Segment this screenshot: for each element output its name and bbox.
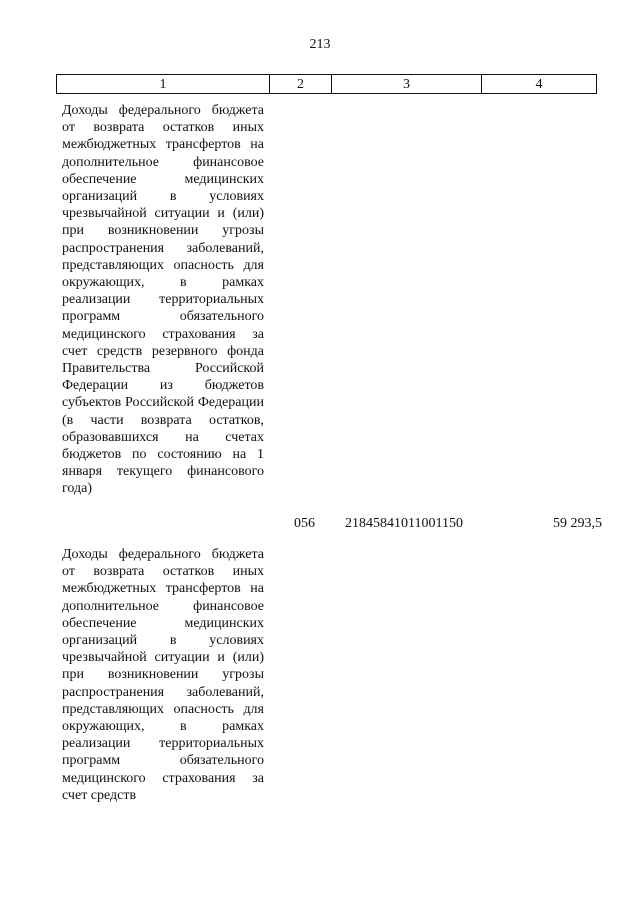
revenue-name: Доходы федерального бюджета от возврата остатков иных межбюджетных трансфертов на дополнительное финансовое обеспечение медицинских организаций в условиях чрезвычайной ситуации и (или) при возникновении угрозы распространения заболеваний, представляющих опасность для окружающих, в рамках реализации территориальных программ обязательного медицинского страхования за счет средств [62,547,264,803]
administrator-code: 056 [294,516,315,531]
table-header-row [57,75,597,94]
column-header-4: 4 [482,75,597,94]
column-header-3: 3 [332,75,482,94]
table-header [56,74,597,94]
revenue-name: Доходы федерального бюджета от возврата остатков иных межбюджетных трансфертов на дополнительное финансовое обеспечение медицинских организаций в условиях чрезвычайной ситуации и (или) при возникновении угрозы распространения заболеваний, представляющих опасность для окружающих, в рамках реализации территориальных программ обязательного медицинского страхования за счет средств резервного фонда Правительства Российской Федерации из бюджетов субъектов Российской Федерации (в части возврата остатков, образовавшихся на счетах бюджетов по состоянию на 1 января текущего финансового года) [62,103,264,497]
column-header-2: 2 [270,75,332,94]
table-row [62,546,602,804]
page-number: 213 [309,37,331,52]
budget-classification-code: 21845841011001150 [345,516,463,531]
column-header-1: 1 [57,75,270,94]
table-row [62,102,602,531]
amount: 59 293,5 [553,516,602,531]
